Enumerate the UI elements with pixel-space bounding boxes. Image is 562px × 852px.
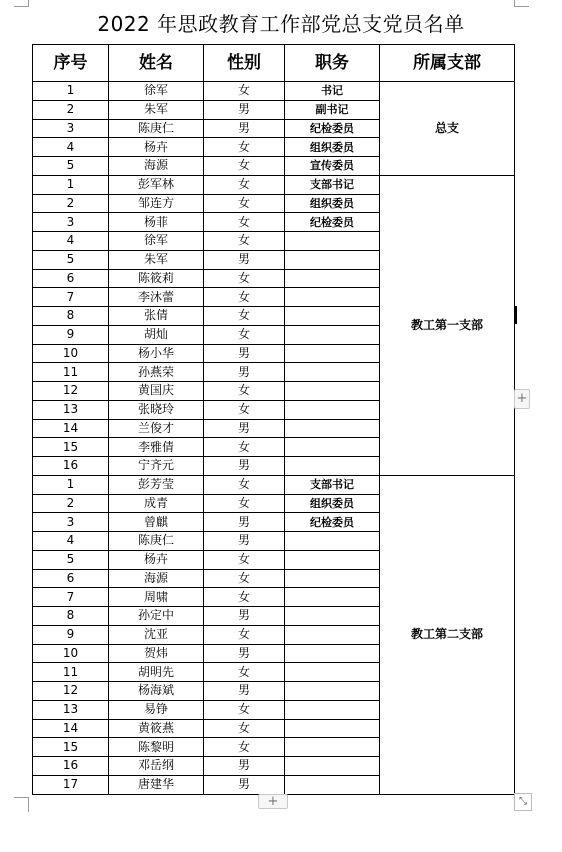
header-row [33, 45, 515, 82]
name-cell[interactable]: 贺炜 [109, 644, 204, 663]
header-name: 姓名 [109, 45, 204, 82]
no-cell[interactable]: 7 [33, 588, 109, 607]
no-cell[interactable]: 11 [33, 363, 109, 382]
no-cell[interactable]: 3 [33, 119, 109, 138]
no-cell[interactable]: 10 [33, 344, 109, 363]
no-cell[interactable]: 3 [33, 213, 109, 232]
gender-cell[interactable]: 女 [204, 400, 285, 419]
table-row [33, 475, 515, 494]
duty-cell[interactable] [285, 250, 380, 269]
name-cell[interactable]: 李雅倩 [109, 438, 204, 457]
no-cell[interactable]: 6 [33, 269, 109, 288]
duty-cell[interactable] [285, 232, 380, 251]
duty-cell[interactable] [285, 325, 380, 344]
member-table [32, 44, 515, 795]
gender-cell[interactable]: 男 [204, 119, 285, 138]
gender-cell[interactable]: 女 [204, 382, 285, 401]
no-cell[interactable]: 16 [33, 457, 109, 476]
no-cell[interactable]: 1 [33, 175, 109, 194]
name-cell[interactable]: 彭军林 [109, 175, 204, 194]
duty-cell[interactable]: 组织委员 [285, 494, 380, 513]
duty-cell[interactable] [285, 738, 380, 757]
crop-mark-bottom-left [14, 797, 29, 812]
name-cell[interactable]: 张倩 [109, 307, 204, 326]
gender-cell[interactable]: 女 [204, 494, 285, 513]
name-cell[interactable]: 陈筱莉 [109, 269, 204, 288]
duty-cell[interactable] [285, 588, 380, 607]
gender-cell[interactable]: 男 [204, 682, 285, 701]
no-cell[interactable]: 5 [33, 157, 109, 176]
name-cell[interactable]: 唐建华 [109, 775, 204, 794]
no-cell[interactable]: 3 [33, 513, 109, 532]
name-cell[interactable]: 杨卉 [109, 138, 204, 157]
name-cell[interactable]: 黄筱燕 [109, 719, 204, 738]
duty-cell[interactable]: 副书记 [285, 100, 380, 119]
duty-cell[interactable] [285, 382, 380, 401]
gender-cell[interactable]: 男 [204, 644, 285, 663]
no-cell[interactable]: 1 [33, 475, 109, 494]
duty-cell[interactable] [285, 307, 380, 326]
gender-cell[interactable]: 男 [204, 344, 285, 363]
no-cell[interactable]: 8 [33, 607, 109, 626]
gender-cell[interactable]: 女 [204, 475, 285, 494]
name-cell[interactable]: 宁齐元 [109, 457, 204, 476]
gender-cell[interactable]: 女 [204, 288, 285, 307]
gender-cell[interactable]: 女 [204, 700, 285, 719]
header-branch: 所属支部 [380, 45, 515, 82]
table-row [33, 175, 515, 194]
name-cell[interactable]: 海源 [109, 569, 204, 588]
gender-cell[interactable]: 女 [204, 232, 285, 251]
duty-cell[interactable] [285, 269, 380, 288]
duty-cell[interactable] [285, 719, 380, 738]
name-cell[interactable]: 朱军 [109, 250, 204, 269]
no-cell[interactable]: 10 [33, 644, 109, 663]
gender-cell[interactable]: 女 [204, 194, 285, 213]
name-cell[interactable]: 陈庚仁 [109, 532, 204, 551]
gender-cell[interactable]: 男 [204, 363, 285, 382]
duty-cell[interactable] [285, 644, 380, 663]
page-title: 2022 年思政教育工作部党总支党员名单 [97, 12, 465, 36]
resize-icon[interactable]: ⤡ [514, 793, 532, 811]
duty-cell[interactable] [285, 775, 380, 794]
name-cell[interactable]: 杨菲 [109, 213, 204, 232]
gender-cell[interactable]: 女 [204, 82, 285, 101]
gender-cell[interactable]: 女 [204, 569, 285, 588]
duty-cell[interactable] [285, 757, 380, 776]
no-cell[interactable]: 14 [33, 719, 109, 738]
duty-cell[interactable]: 组织委员 [285, 194, 380, 213]
no-cell[interactable]: 15 [33, 438, 109, 457]
gender-cell[interactable]: 男 [204, 757, 285, 776]
name-cell[interactable]: 杨小华 [109, 344, 204, 363]
duty-cell[interactable] [285, 569, 380, 588]
duty-cell[interactable] [285, 550, 380, 569]
duty-cell[interactable] [285, 419, 380, 438]
name-cell[interactable]: 彭芳莹 [109, 475, 204, 494]
gender-cell[interactable]: 男 [204, 419, 285, 438]
name-cell[interactable]: 黄国庆 [109, 382, 204, 401]
gender-cell[interactable]: 女 [204, 550, 285, 569]
name-cell[interactable]: 成青 [109, 494, 204, 513]
gender-cell[interactable]: 女 [204, 157, 285, 176]
duty-cell[interactable]: 纪检委员 [285, 119, 380, 138]
duty-cell[interactable] [285, 363, 380, 382]
gender-cell[interactable]: 男 [204, 250, 285, 269]
duty-cell[interactable] [285, 532, 380, 551]
no-cell[interactable]: 6 [33, 569, 109, 588]
no-cell[interactable]: 14 [33, 419, 109, 438]
header-gender: 性别 [204, 45, 285, 82]
header-duty: 职务 [285, 45, 380, 82]
gender-cell[interactable]: 女 [204, 588, 285, 607]
no-cell[interactable]: 2 [33, 100, 109, 119]
no-cell[interactable]: 11 [33, 663, 109, 682]
text-cursor [515, 306, 517, 324]
no-cell[interactable]: 5 [33, 550, 109, 569]
no-cell[interactable]: 4 [33, 532, 109, 551]
table-body [33, 82, 515, 795]
no-cell[interactable]: 16 [33, 757, 109, 776]
name-cell[interactable]: 李沐蕾 [109, 288, 204, 307]
duty-cell[interactable] [285, 457, 380, 476]
gender-cell[interactable]: 男 [204, 532, 285, 551]
gender-cell[interactable]: 男 [204, 457, 285, 476]
name-cell[interactable]: 胡灿 [109, 325, 204, 344]
no-cell[interactable]: 8 [33, 307, 109, 326]
name-cell[interactable]: 徐军 [109, 82, 204, 101]
gender-cell[interactable]: 女 [204, 138, 285, 157]
no-cell[interactable]: 2 [33, 194, 109, 213]
duty-cell[interactable] [285, 682, 380, 701]
name-cell[interactable]: 陈庚仁 [109, 119, 204, 138]
crop-mark-top-right [514, 0, 529, 7]
gender-cell[interactable]: 男 [204, 607, 285, 626]
name-cell[interactable]: 张晓玲 [109, 400, 204, 419]
gender-cell[interactable]: 女 [204, 325, 285, 344]
no-cell[interactable]: 13 [33, 400, 109, 419]
duty-cell[interactable]: 纪检委员 [285, 513, 380, 532]
name-cell[interactable]: 邓岳纲 [109, 757, 204, 776]
no-cell[interactable]: 15 [33, 738, 109, 757]
duty-cell[interactable]: 组织委员 [285, 138, 380, 157]
gender-cell[interactable]: 男 [204, 513, 285, 532]
no-cell[interactable]: 17 [33, 775, 109, 794]
gender-cell[interactable]: 女 [204, 307, 285, 326]
duty-cell[interactable] [285, 288, 380, 307]
gender-cell[interactable]: 女 [204, 625, 285, 644]
duty-cell[interactable]: 支部书记 [285, 475, 380, 494]
gender-cell[interactable]: 女 [204, 175, 285, 194]
gender-cell[interactable]: 女 [204, 269, 285, 288]
name-cell[interactable]: 沈亚 [109, 625, 204, 644]
name-cell[interactable]: 周啸 [109, 588, 204, 607]
name-cell[interactable]: 海源 [109, 157, 204, 176]
gender-cell[interactable]: 女 [204, 663, 285, 682]
duty-cell[interactable]: 支部书记 [285, 175, 380, 194]
duty-cell[interactable] [285, 438, 380, 457]
duty-cell[interactable] [285, 607, 380, 626]
branch-cell[interactable]: 教工第二支部 [380, 475, 515, 794]
add-row-button[interactable]: + [258, 794, 288, 809]
crop-mark-top-left [14, 0, 29, 7]
gender-cell[interactable]: 女 [204, 738, 285, 757]
duty-cell[interactable] [285, 625, 380, 644]
gender-cell[interactable]: 女 [204, 719, 285, 738]
name-cell[interactable]: 杨卉 [109, 550, 204, 569]
name-cell[interactable]: 陈黎明 [109, 738, 204, 757]
name-cell[interactable]: 孙定中 [109, 607, 204, 626]
no-cell[interactable]: 12 [33, 382, 109, 401]
name-cell[interactable]: 易铮 [109, 700, 204, 719]
no-cell[interactable]: 4 [33, 138, 109, 157]
header-no: 序号 [33, 45, 109, 82]
name-cell[interactable]: 杨海斌 [109, 682, 204, 701]
name-cell[interactable]: 曾麒 [109, 513, 204, 532]
add-column-button[interactable]: + [514, 389, 530, 409]
name-cell[interactable]: 朱军 [109, 100, 204, 119]
duty-cell[interactable] [285, 400, 380, 419]
no-cell[interactable]: 9 [33, 325, 109, 344]
duty-cell[interactable]: 纪检委员 [285, 213, 380, 232]
no-cell[interactable]: 9 [33, 625, 109, 644]
duty-cell[interactable] [285, 663, 380, 682]
name-cell[interactable]: 孙燕荣 [109, 363, 204, 382]
no-cell[interactable]: 1 [33, 82, 109, 101]
duty-cell[interactable] [285, 700, 380, 719]
gender-cell[interactable]: 男 [204, 775, 285, 794]
no-cell[interactable]: 12 [33, 682, 109, 701]
no-cell[interactable]: 13 [33, 700, 109, 719]
gender-cell[interactable]: 男 [204, 100, 285, 119]
duty-cell[interactable]: 宣传委员 [285, 157, 380, 176]
no-cell[interactable]: 7 [33, 288, 109, 307]
gender-cell[interactable]: 女 [204, 213, 285, 232]
name-cell[interactable]: 邹连方 [109, 194, 204, 213]
no-cell[interactable]: 2 [33, 494, 109, 513]
name-cell[interactable]: 胡明先 [109, 663, 204, 682]
branch-cell[interactable]: 总支 [380, 82, 515, 176]
name-cell[interactable]: 兰俊才 [109, 419, 204, 438]
name-cell[interactable]: 徐军 [109, 232, 204, 251]
duty-cell[interactable]: 书记 [285, 82, 380, 101]
gender-cell[interactable]: 女 [204, 438, 285, 457]
branch-cell[interactable]: 教工第一支部 [380, 175, 515, 475]
duty-cell[interactable] [285, 344, 380, 363]
no-cell[interactable]: 5 [33, 250, 109, 269]
no-cell[interactable]: 4 [33, 232, 109, 251]
table-row [33, 82, 515, 101]
